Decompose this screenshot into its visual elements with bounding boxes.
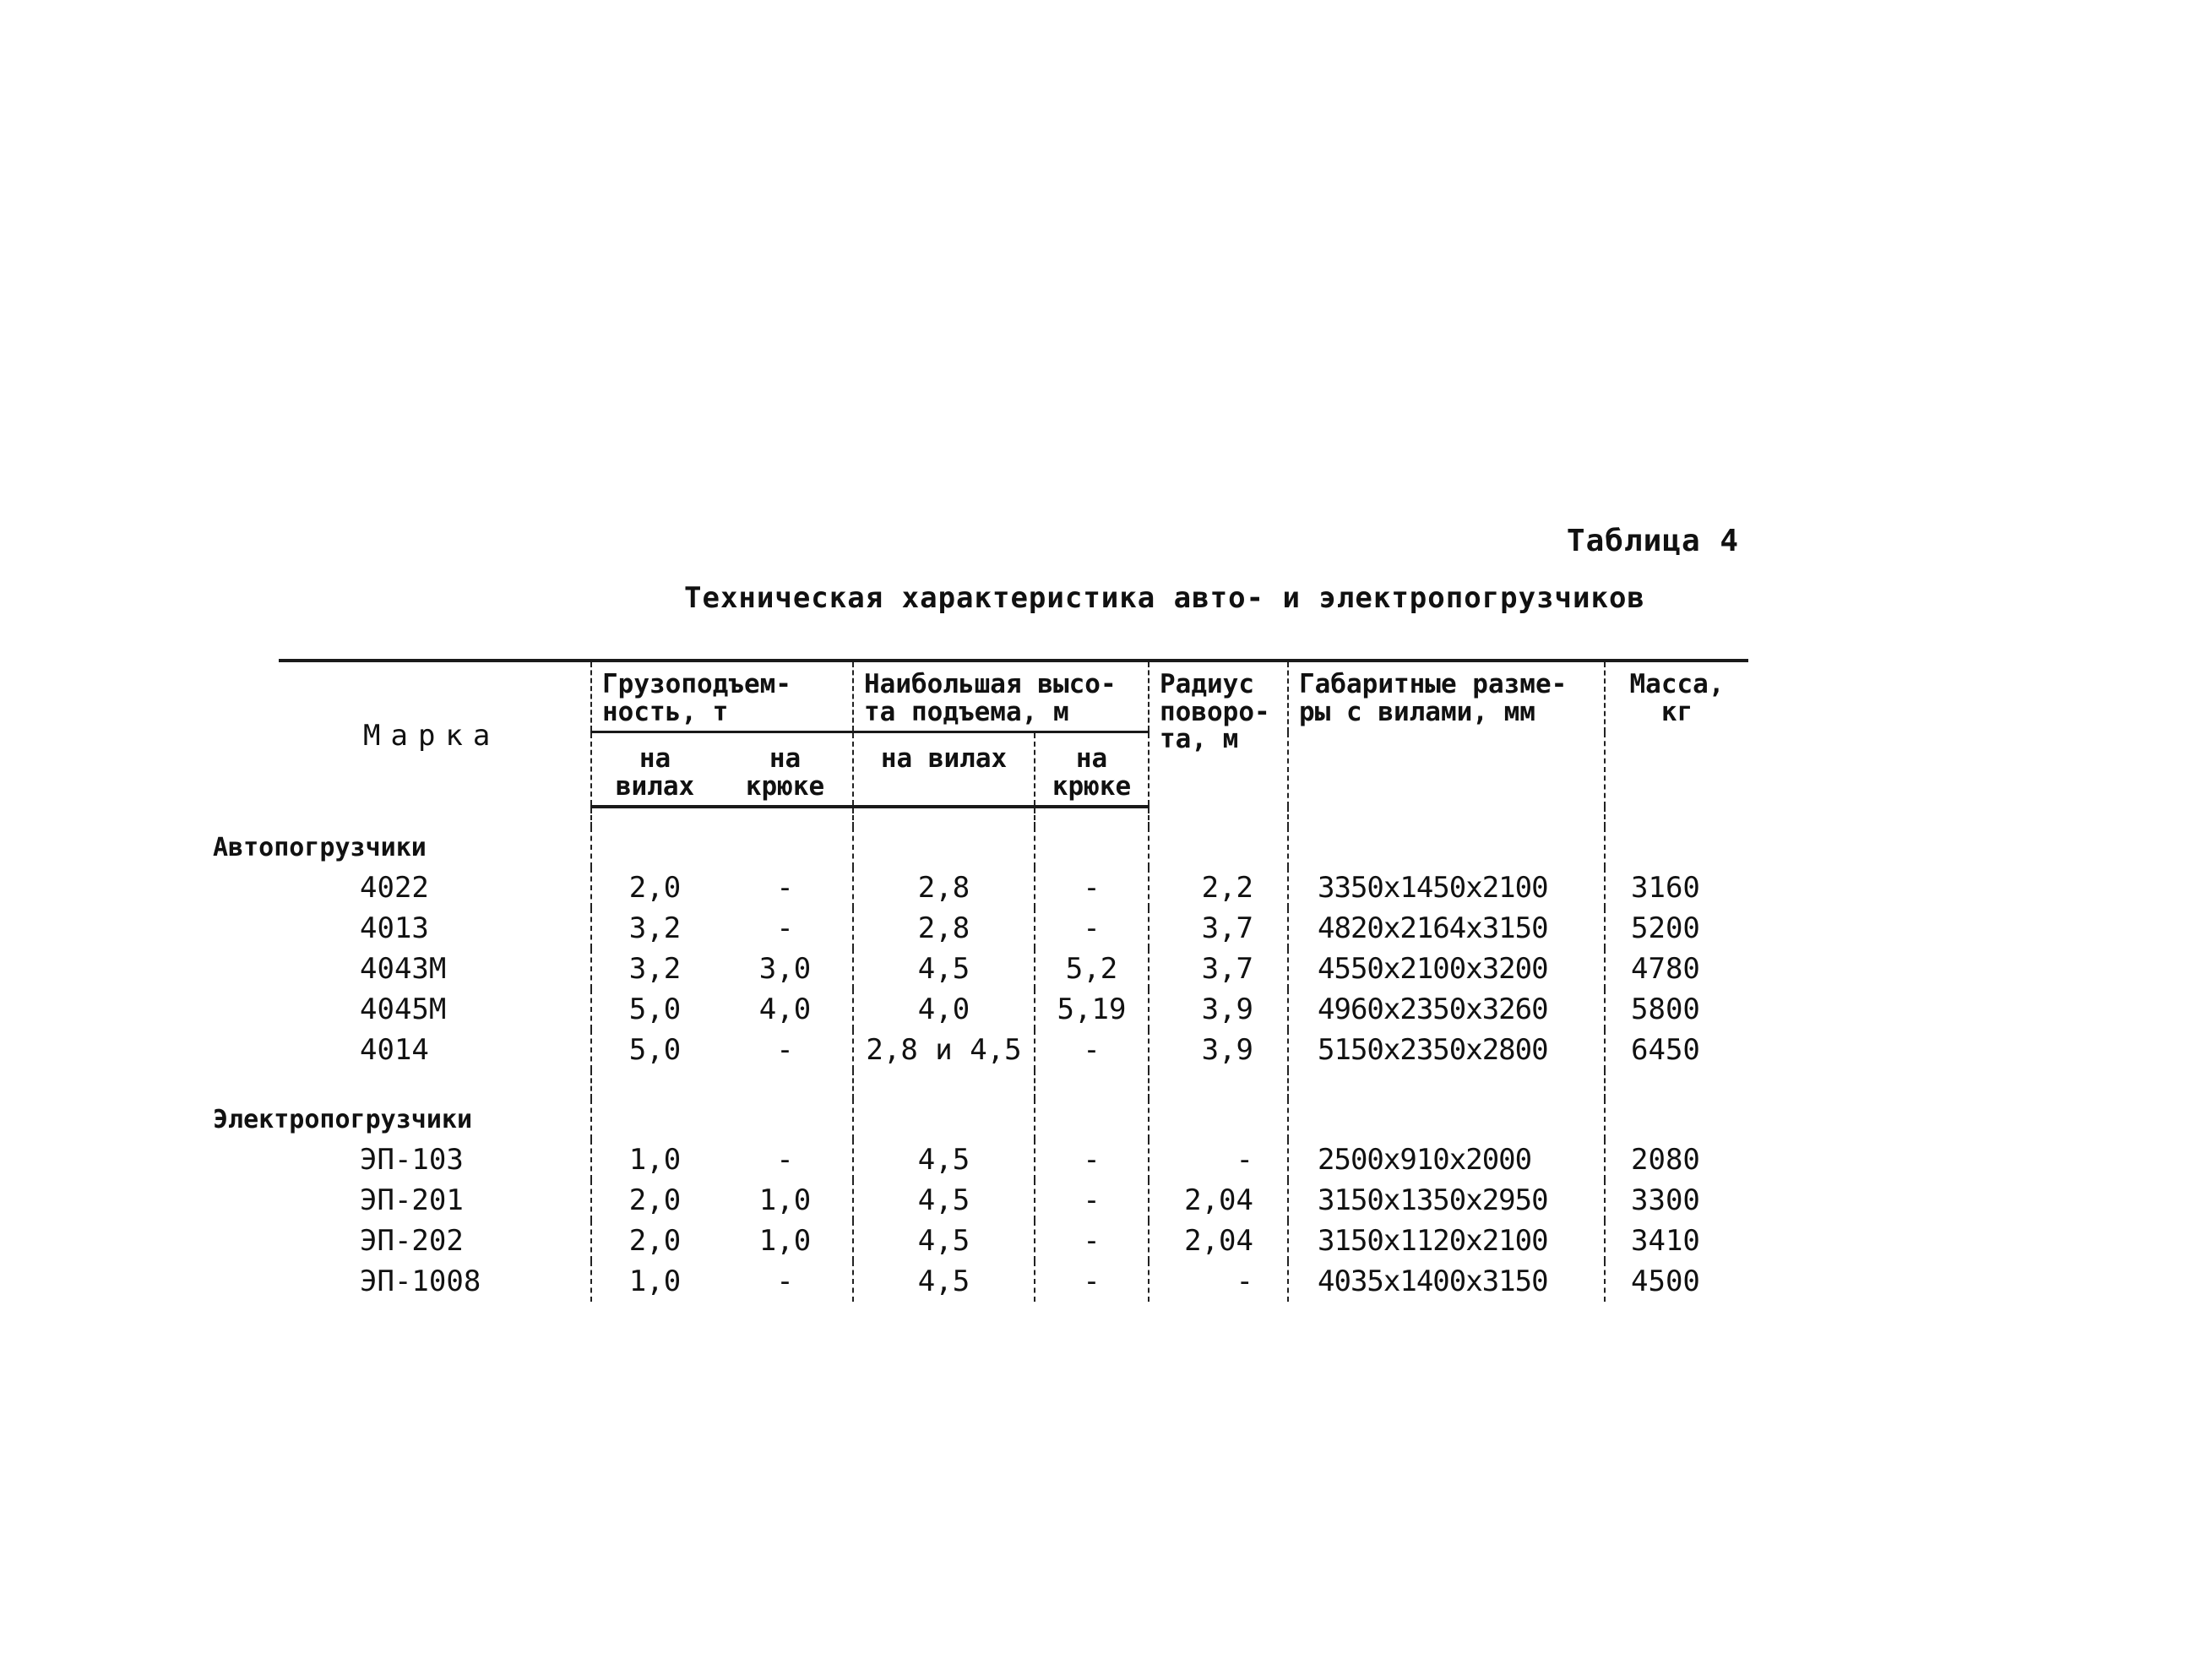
cell-capacity-forks: 3,2 [591, 949, 718, 989]
cell-mass: 4500 [1605, 1261, 1748, 1302]
table-row [279, 908, 1748, 949]
cell-radius: 2,04 [1149, 1180, 1288, 1221]
header-brand: Марка [279, 661, 591, 807]
cell-height-hook: - [1035, 1030, 1149, 1070]
cell-height-hook: - [1035, 1261, 1149, 1302]
cell-brand: ЭП-1008 [360, 1265, 481, 1299]
header-height-hook: на крюке [1035, 732, 1149, 808]
cell-mass: 5800 [1605, 989, 1748, 1030]
cell-dimensions: 4960x2350x3260 [1288, 989, 1605, 1030]
cell-radius: 2,04 [1149, 1221, 1288, 1261]
category-row [279, 827, 1748, 868]
cell-dimensions: 2500x910x2000 [1288, 1140, 1605, 1180]
cell-brand: 4043М [360, 952, 447, 987]
table-row [279, 868, 1748, 908]
table-row [279, 1221, 1748, 1261]
cell-capacity-forks: 2,0 [591, 1180, 718, 1221]
cell-mass: 6450 [1605, 1030, 1748, 1070]
cell-height-hook: - [1035, 1221, 1149, 1261]
cell-dimensions: 3150x1120x2100 [1288, 1221, 1605, 1261]
header-radius: Радиус поворо-та, м [1149, 661, 1288, 807]
cell-brand: 4013 [360, 911, 429, 946]
cell-capacity-forks: 5,0 [591, 989, 718, 1030]
cell-height-forks: 4,5 [853, 1140, 1035, 1180]
cell-capacity-forks: 1,0 [591, 1140, 718, 1180]
header-mass: Масса, кг [1605, 661, 1748, 807]
cell-height-hook: - [1035, 908, 1149, 949]
category-row [279, 1099, 1748, 1140]
cell-mass: 3300 [1605, 1180, 1748, 1221]
table-caption: Таблица 4 [1566, 524, 1739, 558]
cell-capacity-hook: - [776, 1033, 794, 1068]
cell-radius: 3,9 [1149, 989, 1288, 1030]
cell-brand: 4045М [360, 993, 447, 1027]
cell-radius: - [1149, 1140, 1288, 1180]
table-row [279, 1261, 1748, 1302]
cell-height-forks: 4,5 [853, 1221, 1035, 1261]
cell-capacity-forks: 1,0 [591, 1261, 718, 1302]
cell-mass: 5200 [1605, 908, 1748, 949]
cell-capacity-hook: 1,0 [758, 1224, 812, 1259]
cell-dimensions: 4820x2164x3150 [1288, 908, 1605, 949]
cell-height-forks: 2,8 [853, 868, 1035, 908]
cell-radius: 3,7 [1149, 949, 1288, 989]
cell-height-forks: 2,8 и 4,5 [853, 1030, 1035, 1070]
cell-capacity-forks: 3,2 [591, 908, 718, 949]
header-capacity: Грузоподъем-ность, т [591, 661, 853, 732]
table-row [279, 989, 1748, 1030]
category-label: Электропогрузчики [213, 1104, 473, 1134]
cell-brand: 4014 [360, 1033, 429, 1068]
cell-brand: ЭП-103 [360, 1143, 464, 1178]
cell-mass: 3160 [1605, 868, 1748, 908]
cell-capacity-forks: 2,0 [591, 868, 718, 908]
cell-capacity-forks: 2,0 [591, 1221, 718, 1261]
cell-brand: 4022 [360, 871, 429, 906]
cell-capacity-hook: 3,0 [758, 952, 812, 987]
cell-dimensions: 5150x2350x2800 [1288, 1030, 1605, 1070]
table-row [279, 949, 1748, 989]
cell-height-forks: 4,5 [853, 949, 1035, 989]
cell-height-forks: 4,5 [853, 1180, 1035, 1221]
cell-capacity-forks: 5,0 [591, 1030, 718, 1070]
cell-mass: 3410 [1605, 1221, 1748, 1261]
cell-capacity-hook: 4,0 [758, 993, 812, 1027]
cell-mass: 4780 [1605, 949, 1748, 989]
cell-height-forks: 4,5 [853, 1261, 1035, 1302]
header-height: Наибольшая высо-та подъема, м [853, 661, 1149, 732]
cell-radius: 2,2 [1149, 868, 1288, 908]
cell-radius: - [1149, 1261, 1288, 1302]
cell-capacity-hook: - [776, 871, 794, 906]
table-row [279, 1180, 1748, 1221]
cell-brand: ЭП-201 [360, 1183, 464, 1218]
cell-capacity-hook: 1,0 [758, 1183, 812, 1218]
cell-mass: 2080 [1605, 1140, 1748, 1180]
cell-dimensions: 4035x1400x3150 [1288, 1261, 1605, 1302]
table-body [213, 807, 1748, 1302]
cell-capacity-hook: - [776, 1143, 794, 1178]
cell-capacity-hook: - [776, 1265, 794, 1299]
header-height-forks: на вилах [853, 732, 1035, 808]
header-capacity-hook: на крюке [718, 732, 853, 808]
table-header [279, 661, 1748, 807]
cell-height-forks: 2,8 [853, 908, 1035, 949]
cell-dimensions: 3350x1450x2100 [1288, 868, 1605, 908]
category-label: Автопогрузчики [213, 832, 427, 862]
table-title: Техническая характеристика авто- и электропогрузчиков [684, 581, 1645, 615]
cell-dimensions: 3150x1350x2950 [1288, 1180, 1605, 1221]
cell-brand: ЭП-202 [360, 1224, 464, 1259]
table-row [279, 1140, 1748, 1180]
header-dimensions: Габаритные разме-ры с вилами, мм [1288, 661, 1605, 807]
header-capacity-forks: на вилах [591, 732, 718, 808]
cell-capacity-hook: - [776, 911, 794, 946]
cell-height-hook: - [1035, 1180, 1149, 1221]
cell-height-hook: 5,19 [1035, 989, 1149, 1030]
cell-radius: 3,9 [1149, 1030, 1288, 1070]
cell-height-hook: - [1035, 1140, 1149, 1180]
cell-dimensions: 4550x2100x3200 [1288, 949, 1605, 989]
cell-height-hook: - [1035, 868, 1149, 908]
table-row [279, 1030, 1748, 1070]
spec-table [213, 659, 1748, 1302]
cell-radius: 3,7 [1149, 908, 1288, 949]
cell-height-hook: 5,2 [1035, 949, 1149, 989]
cell-height-forks: 4,0 [853, 989, 1035, 1030]
